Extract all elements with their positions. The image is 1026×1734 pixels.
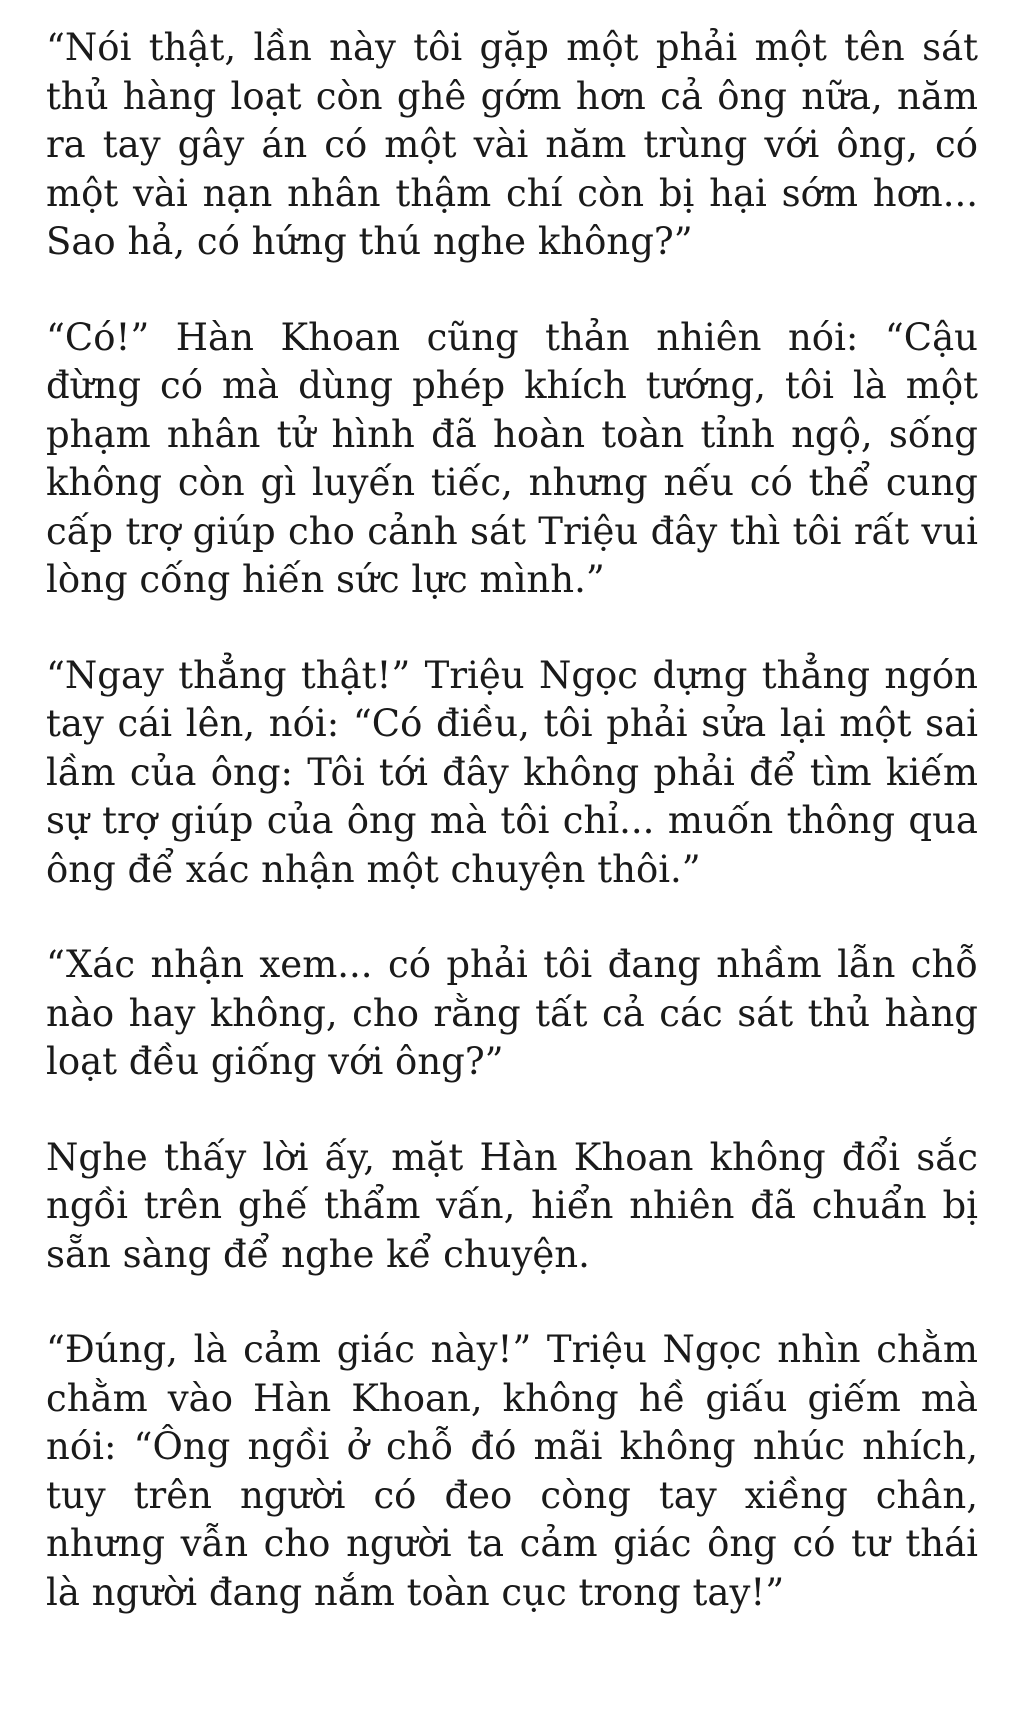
paragraph-2: “Có!” Hàn Khoan cũng thản nhiên nói: “Cậu đừng có mà dùng phép khích tướng, tôi là một phạm nhân tử hình đã hoàn toàn tỉnh ngộ, sống không còn gì luyến tiếc, nhưng nếu có thể cung cấp trợ giúp cho cảnh sát Triệu đây thì tôi rất vui lòng cống hiến sức lực mình.”: [46, 315, 978, 601]
paragraph-1: “Nói thật, lần này tôi gặp một phải một tên sát thủ hàng loạt còn ghê gớm hơn cả ông nữa, năm ra tay gây án có một vài năm trùng với ông, có một vài nạn nhân thậm chí còn bị hại sớm hơn... Sao hả, có hứng thú nghe không?”: [46, 26, 978, 263]
paragraph-4: “Xác nhận xem... có phải tôi đang nhầm lẫn chỗ nào hay không, cho rằng tất cả các sát thủ hàng loạt đều giống với ông?”: [46, 943, 978, 1083]
paragraph-5: Nghe thấy lời ấy, mặt Hàn Khoan không đổi sắc ngồi trên ghế thẩm vấn, hiển nhiên đã chuẩn bị sẵn sàng để nghe kể chuyện.: [46, 1135, 978, 1276]
paragraph-6: “Đúng, là cảm giác này!” Triệu Ngọc nhìn chằm chằm vào Hàn Khoan, không hề giấu giếm mà nói: “Ông ngồi ở chỗ đó mãi không nhúc nhích, tuy trên người có đeo còng tay xiềng chân, nhưng vẫn cho người ta cảm giác ông có tư thái là người đang nắm toàn cục trong tay!”: [46, 1328, 978, 1614]
paragraph-3: “Ngay thẳng thật!” Triệu Ngọc dựng thẳng ngón tay cái lên, nói: “Có điều, tôi phải sửa lại một sai lầm của ông: Tôi tới đây không phải để tìm kiếm sự trợ giúp của ông mà tôi chỉ... muốn thông qua ông để xác nhận một chuyện thôi.”: [46, 653, 978, 891]
text-page: [46, 24, 978, 1617]
